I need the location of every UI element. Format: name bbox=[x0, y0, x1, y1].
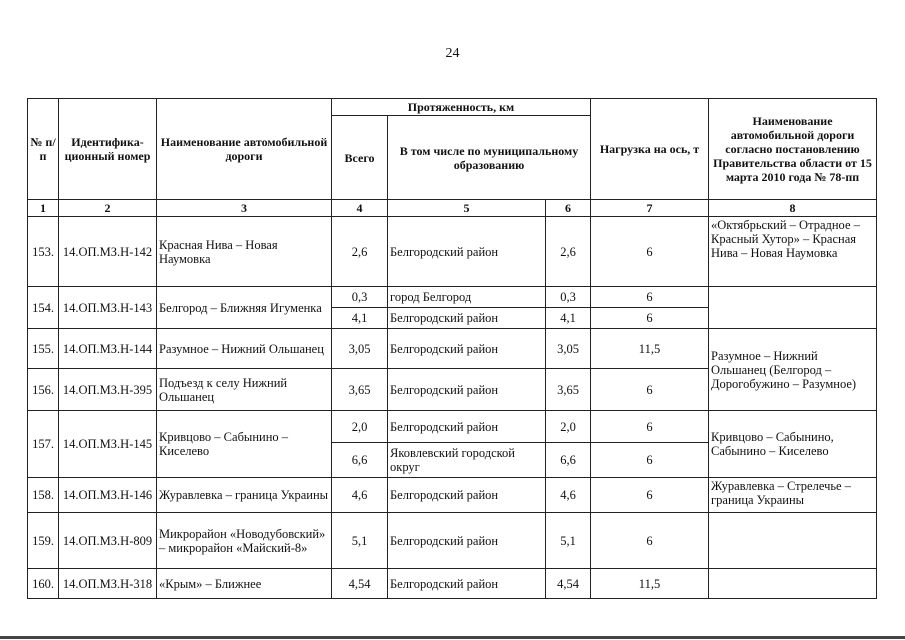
col-number: 7 bbox=[591, 200, 709, 217]
road-name: Кривцово – Сабынино – Киселево bbox=[157, 411, 332, 478]
axle-load: 11,5 bbox=[591, 569, 709, 599]
municipal-length: 4,1 bbox=[546, 308, 591, 329]
old-road-name: Журавлевка – Стрелечье – граница Украины bbox=[709, 478, 877, 513]
municipal-length: 4,6 bbox=[546, 478, 591, 513]
municipality: Белгородский район bbox=[388, 478, 546, 513]
municipality: город Белгород bbox=[388, 287, 546, 308]
col-number: 3 bbox=[157, 200, 332, 217]
header-total: Всего bbox=[332, 116, 388, 200]
municipal-length: 3,05 bbox=[546, 329, 591, 369]
total-length: 3,65 bbox=[332, 369, 388, 411]
table-row bbox=[28, 287, 877, 308]
municipal-length: 5,1 bbox=[546, 513, 591, 569]
municipality: Белгородский район bbox=[388, 369, 546, 411]
header-row-1 bbox=[28, 99, 877, 116]
road-id: 14.ОП.МЗ.Н-142 bbox=[59, 217, 157, 287]
road-id: 14.ОП.МЗ.Н-146 bbox=[59, 478, 157, 513]
municipality: Белгородский район bbox=[388, 569, 546, 599]
municipal-length: 0,3 bbox=[546, 287, 591, 308]
header-no: № п/п bbox=[28, 99, 59, 200]
old-road-name bbox=[709, 513, 877, 569]
municipality: Белгородский район bbox=[388, 411, 546, 443]
municipal-length: 6,6 bbox=[546, 443, 591, 478]
table-row bbox=[28, 569, 877, 599]
table-row bbox=[28, 329, 877, 369]
municipal-length: 4,54 bbox=[546, 569, 591, 599]
axle-load: 6 bbox=[591, 513, 709, 569]
axle-load: 11,5 bbox=[591, 329, 709, 369]
axle-load: 6 bbox=[591, 217, 709, 287]
axle-load: 6 bbox=[591, 478, 709, 513]
axle-load: 6 bbox=[591, 287, 709, 308]
table-row bbox=[28, 217, 877, 287]
total-length: 2,6 bbox=[332, 217, 388, 287]
municipality: Белгородский район bbox=[388, 513, 546, 569]
col-number: 1 bbox=[28, 200, 59, 217]
row-number: 155. bbox=[28, 329, 59, 369]
table-row bbox=[28, 411, 877, 443]
row-number: 156. bbox=[28, 369, 59, 411]
col-number: 2 bbox=[59, 200, 157, 217]
road-id: 14.ОП.МЗ.Н-395 bbox=[59, 369, 157, 411]
axle-load: 6 bbox=[591, 411, 709, 443]
col-number: 5 bbox=[388, 200, 546, 217]
total-length: 5,1 bbox=[332, 513, 388, 569]
road-id: 14.ОП.МЗ.Н-145 bbox=[59, 411, 157, 478]
roads-table bbox=[27, 98, 877, 599]
table-row bbox=[28, 513, 877, 569]
header-name: Наименование автомобильной дороги bbox=[157, 99, 332, 200]
total-length: 2,0 bbox=[332, 411, 388, 443]
header-load: Нагрузка на ось, т bbox=[591, 99, 709, 200]
axle-load: 6 bbox=[591, 443, 709, 478]
municipality: Яковлевский городской округ bbox=[388, 443, 546, 478]
road-id: 14.ОП.МЗ.Н-144 bbox=[59, 329, 157, 369]
old-road-name bbox=[709, 569, 877, 599]
total-length: 4,6 bbox=[332, 478, 388, 513]
row-number: 158. bbox=[28, 478, 59, 513]
municipal-length: 2,0 bbox=[546, 411, 591, 443]
old-road-name: Кривцово – Сабынино, Сабынино – Киселево bbox=[709, 411, 877, 478]
old-road-name bbox=[709, 287, 877, 329]
header-id: Идентифика-ционный номер bbox=[59, 99, 157, 200]
total-length: 3,05 bbox=[332, 329, 388, 369]
header-resolution-name: Наименование автомобильной дороги согласно постановлению Правительства области от 15 марта 2010 года № 78-пп bbox=[709, 99, 877, 200]
total-length: 0,3 bbox=[332, 287, 388, 308]
road-id: 14.ОП.МЗ.Н-318 bbox=[59, 569, 157, 599]
total-length: 4,1 bbox=[332, 308, 388, 329]
axle-load: 6 bbox=[591, 369, 709, 411]
total-length: 4,54 bbox=[332, 569, 388, 599]
road-name: Микрорайон «Новодубовский» – микрорайон «Майский-8» bbox=[157, 513, 332, 569]
road-id: 14.ОП.МЗ.Н-143 bbox=[59, 287, 157, 329]
road-name: «Крым» – Ближнее bbox=[157, 569, 332, 599]
col-number: 8 bbox=[709, 200, 877, 217]
total-length: 6,6 bbox=[332, 443, 388, 478]
row-number: 160. bbox=[28, 569, 59, 599]
road-id: 14.ОП.МЗ.Н-809 bbox=[59, 513, 157, 569]
road-name: Белгород – Ближняя Игуменка bbox=[157, 287, 332, 329]
road-name: Подъезд к селу Нижний Ольшанец bbox=[157, 369, 332, 411]
old-road-name: Разумное – Нижний Ольшанец (Белгород – Дорогобужино – Разумное) bbox=[709, 329, 877, 411]
road-name: Разумное – Нижний Ольшанец bbox=[157, 329, 332, 369]
page-bottom-edge bbox=[0, 636, 905, 639]
municipal-length: 2,6 bbox=[546, 217, 591, 287]
col-number: 6 bbox=[546, 200, 591, 217]
row-number: 157. bbox=[28, 411, 59, 478]
road-name: Красная Нива – Новая Наумовка bbox=[157, 217, 332, 287]
column-number-row bbox=[28, 200, 877, 217]
axle-load: 6 bbox=[591, 308, 709, 329]
row-number: 159. bbox=[28, 513, 59, 569]
municipality: Белгородский район bbox=[388, 329, 546, 369]
col-number: 4 bbox=[332, 200, 388, 217]
row-number: 153. bbox=[28, 217, 59, 287]
page-number: 24 bbox=[445, 46, 460, 61]
header-including: В том числе по муниципальному образованию bbox=[388, 116, 591, 200]
municipal-length: 3,65 bbox=[546, 369, 591, 411]
old-road-name: «Октябрьский – Отрадное – Красный Хутор» – Красная Нива – Новая Наумовка bbox=[709, 217, 877, 287]
row-number: 154. bbox=[28, 287, 59, 329]
municipality: Белгородский район bbox=[388, 217, 546, 287]
table-row bbox=[28, 478, 877, 513]
header-length-group: Протяженность, км bbox=[332, 99, 591, 116]
road-name: Журавлевка – граница Украины bbox=[157, 478, 332, 513]
municipality: Белгородский район bbox=[388, 308, 546, 329]
